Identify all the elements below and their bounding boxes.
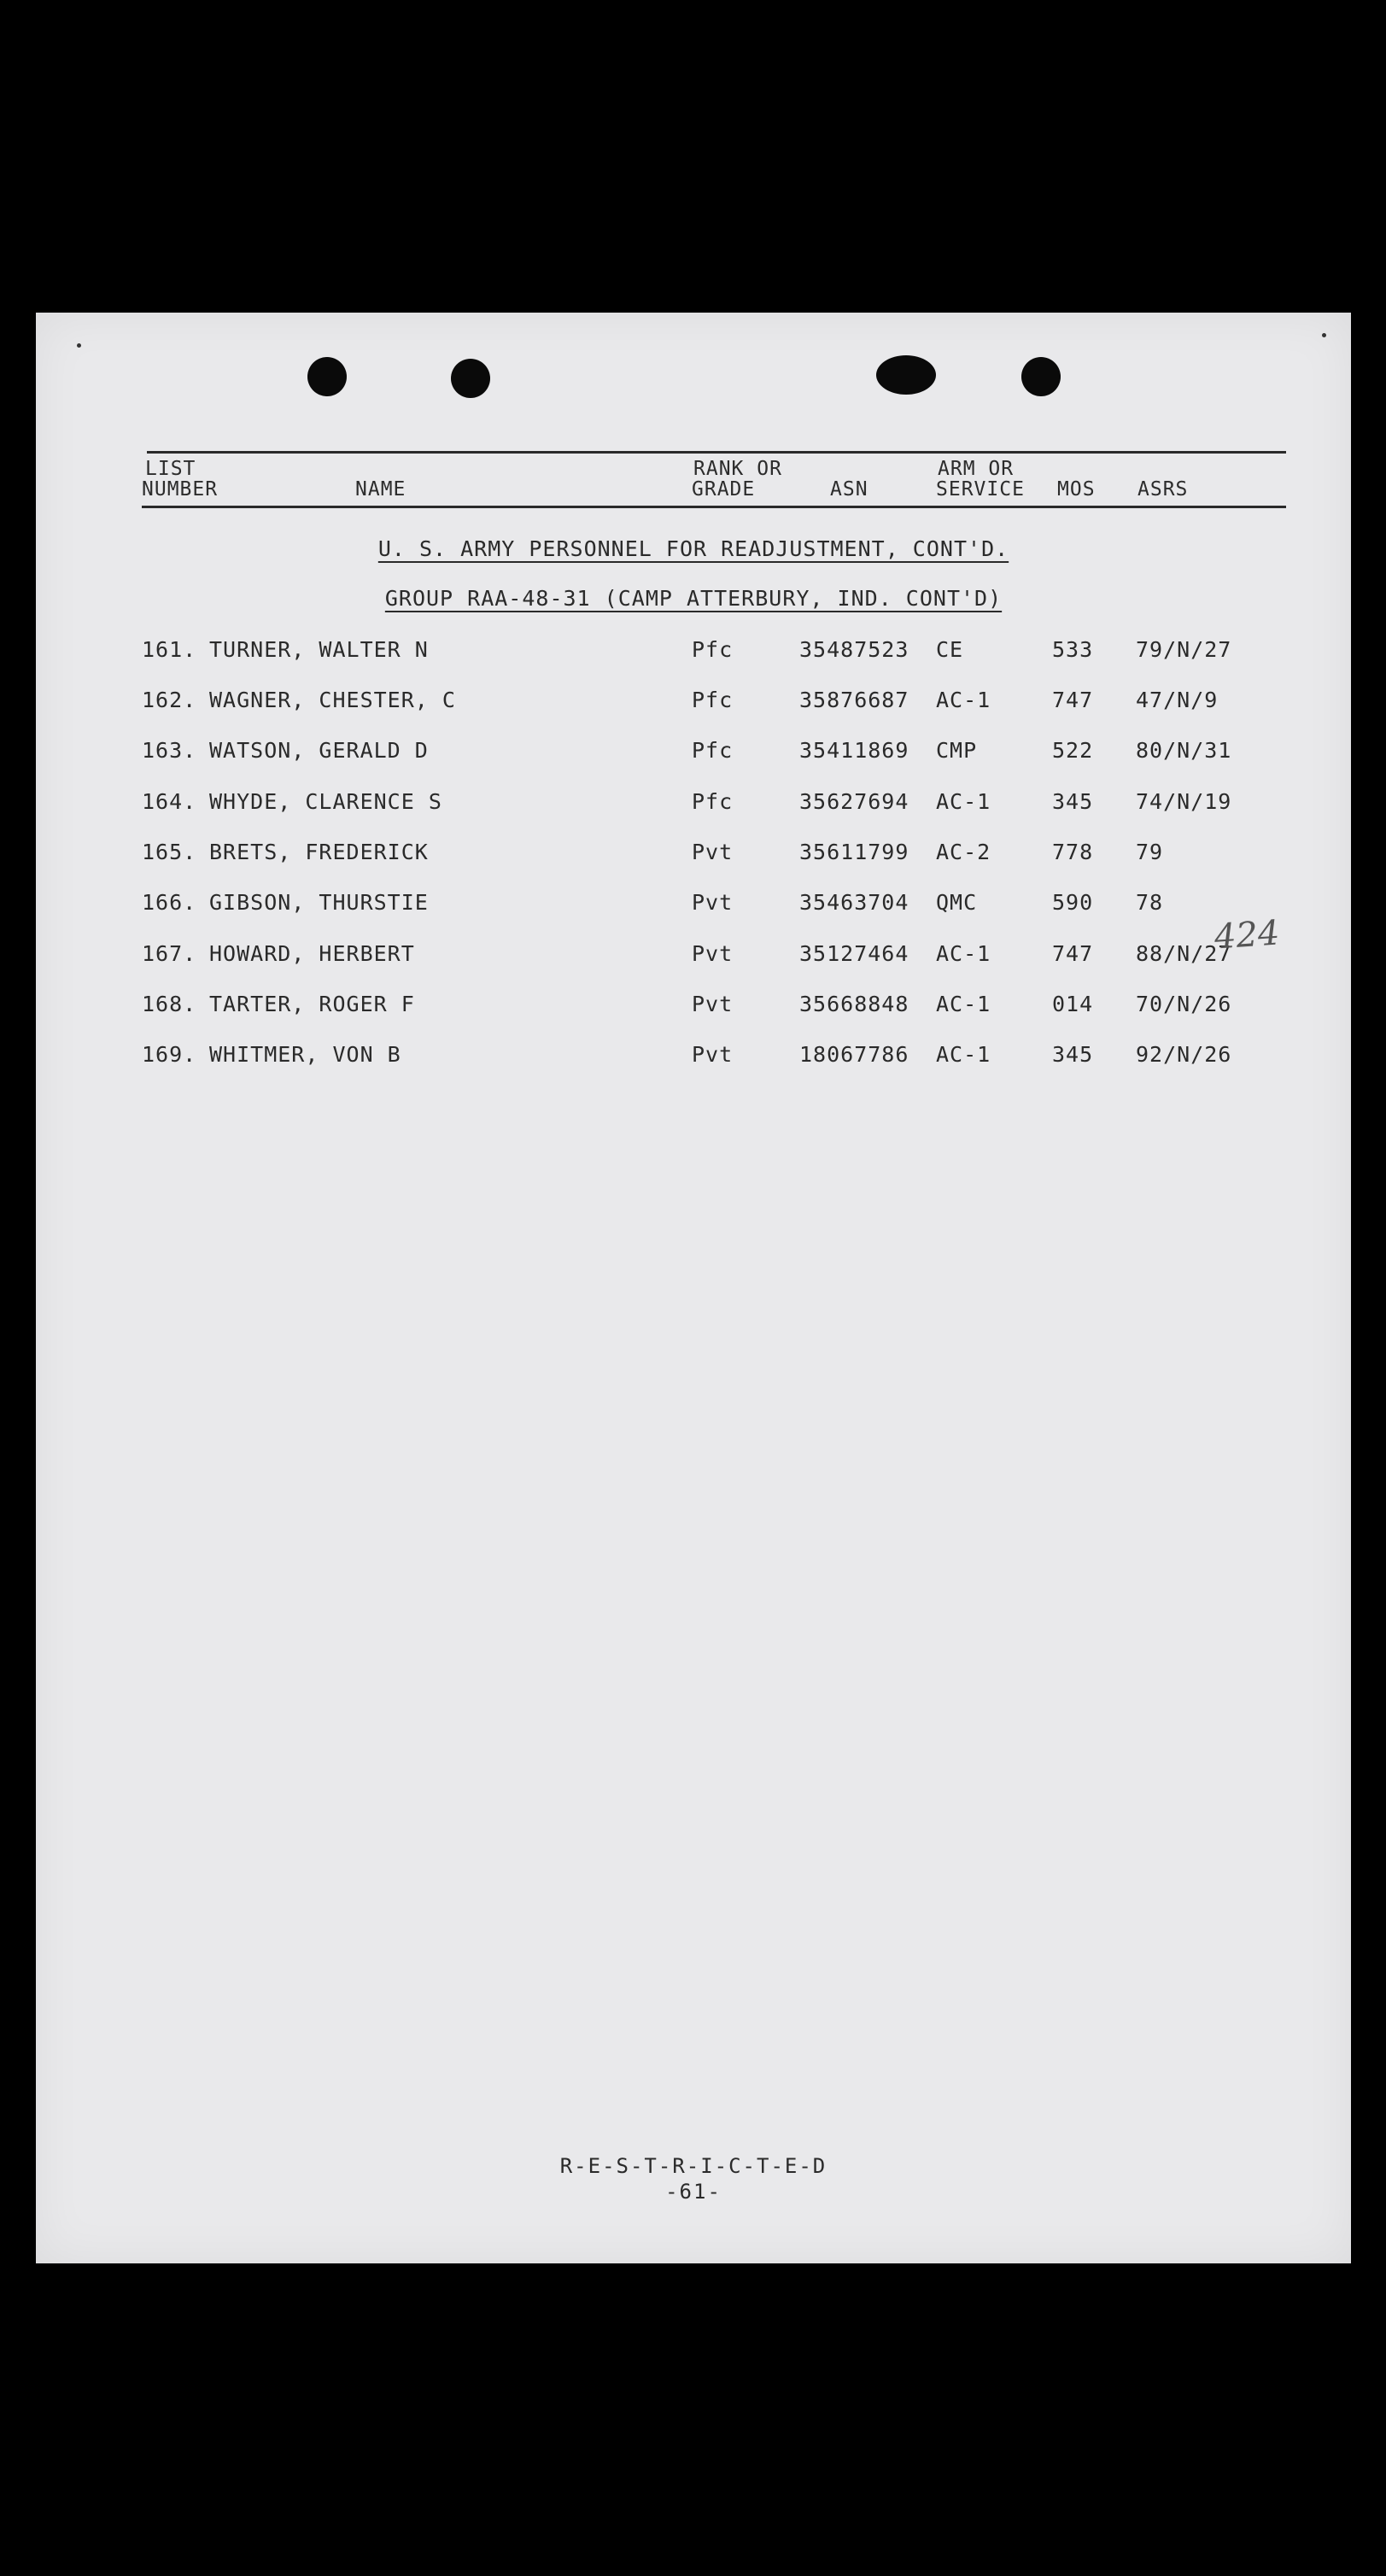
list-number: 165. [142,840,197,864]
rank: Pfc [692,789,734,814]
mos: 014 [1052,992,1094,1016]
restricted-marking: R-E-S-T-R-I-C-T-E-D [559,2154,828,2178]
person-name: HOWARD, HERBERT [209,941,415,966]
mos: 522 [1052,738,1094,763]
rank: Pvt [692,1042,734,1067]
mos: 533 [1052,637,1094,662]
header-list-label: LIST [145,458,196,480]
asrs: 92/N/26 [1136,1042,1232,1067]
asrs: 74/N/19 [1136,789,1232,814]
table-row [36,688,1351,722]
header-grade-label: GRADE [692,478,756,501]
mos: 345 [1052,1042,1094,1067]
table-row [36,738,1351,772]
handwritten-note: 424 [1213,913,1281,957]
header-number-label: NUMBER [142,478,219,501]
list-number: 163. [142,738,197,763]
group-subtitle-text: GROUP RAA-48-31 (CAMP ATTERBURY, IND. CONT'D) [384,586,1003,611]
asrs: 88/N/27 [1136,941,1232,966]
rank: Pfc [692,688,734,712]
asn: 18067786 [799,1042,909,1067]
page-number: -61- [665,2180,722,2204]
table-row [36,789,1351,823]
header-name-label: NAME [355,478,406,501]
asrs: 70/N/26 [1136,992,1232,1016]
asn: 35668848 [799,992,909,1016]
arm-service: AC-1 [936,941,991,966]
table-row [36,637,1351,671]
list-number: 161. [142,637,197,662]
person-name: WHITMER, VON B [209,1042,401,1067]
header-bottom-rule [142,506,1286,508]
arm-service: CMP [936,738,978,763]
list-number: 167. [142,941,197,966]
asn: 35463704 [799,890,909,915]
punch-hole [876,355,936,395]
asrs: 80/N/31 [1136,738,1232,763]
rank: Pfc [692,738,734,763]
header-rank-label: RANK OR [693,458,782,480]
arm-service: AC-1 [936,1042,991,1067]
list-number: 164. [142,789,197,814]
arm-service: CE [936,637,964,662]
list-number: 169. [142,1042,197,1067]
table-row [36,890,1351,924]
asrs: 79 [1136,840,1164,864]
person-name: TURNER, WALTER N [209,637,429,662]
header-service-label: SERVICE [936,478,1025,501]
arm-service: AC-1 [936,688,991,712]
asn: 35611799 [799,840,909,864]
table-row [36,941,1351,975]
list-number: 162. [142,688,197,712]
arm-service: AC-2 [936,840,991,864]
table-row [36,840,1351,874]
rank: Pvt [692,941,734,966]
group-subtitle [36,586,1351,611]
asrs: 47/N/9 [1136,688,1219,712]
mos: 345 [1052,789,1094,814]
asn: 35127464 [799,941,909,966]
rank: Pfc [692,637,734,662]
table-row [36,1042,1351,1076]
asn: 35487523 [799,637,909,662]
rank: Pvt [692,890,734,915]
header-mos-label: MOS [1057,478,1096,501]
header-arm-label: ARM OR [938,458,1015,480]
asn: 35876687 [799,688,909,712]
mos: 778 [1052,840,1094,864]
person-name: BRETS, FREDERICK [209,840,429,864]
person-name: TARTER, ROGER F [209,992,415,1016]
arm-service: AC-1 [936,992,991,1016]
asrs: 78 [1136,890,1164,915]
arm-service: QMC [936,890,978,915]
punch-hole [307,357,347,396]
list-number: 166. [142,890,197,915]
arm-service: AC-1 [936,789,991,814]
mos: 747 [1052,688,1094,712]
section-title [36,536,1351,561]
rank: Pvt [692,840,734,864]
person-name: WATSON, GERALD D [209,738,429,763]
table-row [36,992,1351,1026]
section-title-text: U. S. ARMY PERSONNEL FOR READJUSTMENT, CONT'D. [377,536,1009,561]
asn: 35411869 [799,738,909,763]
punch-hole [451,359,490,398]
header-asn-label: ASN [830,478,868,501]
rank: Pvt [692,992,734,1016]
speck [77,343,81,348]
header-asrs-label: ASRS [1137,478,1189,501]
list-number: 168. [142,992,197,1016]
document-page [36,313,1351,2263]
header-top-rule [147,451,1286,454]
person-name: WHYDE, CLARENCE S [209,789,442,814]
mos: 590 [1052,890,1094,915]
speck [1322,333,1326,337]
punch-hole [1021,357,1061,396]
mos: 747 [1052,941,1094,966]
asrs: 79/N/27 [1136,637,1232,662]
person-name: GIBSON, THURSTIE [209,890,429,915]
asn: 35627694 [799,789,909,814]
person-name: WAGNER, CHESTER, C [209,688,456,712]
